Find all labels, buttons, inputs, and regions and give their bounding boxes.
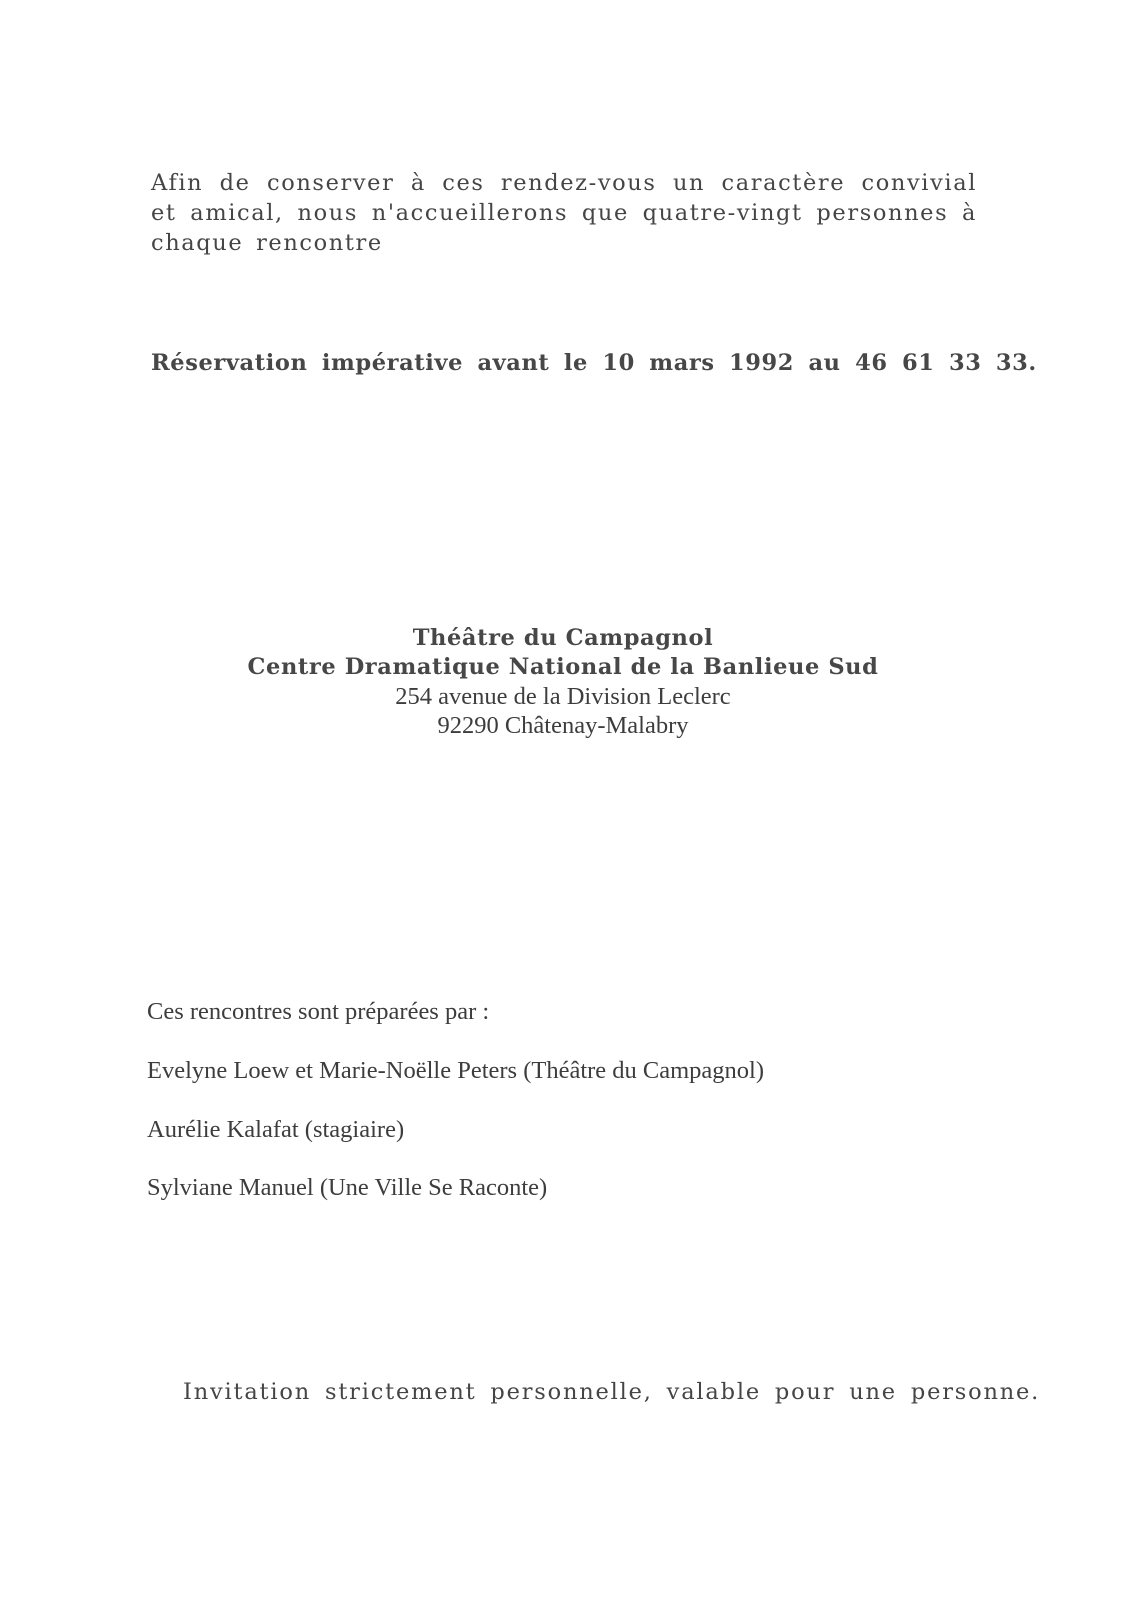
theatre-address-block: [0, 624, 1126, 740]
organizer-line: Evelyne Loew et Marie-Noëlle Peters (Théâtre du Campagnol): [147, 1057, 765, 1084]
organizer-line: Aurélie Kalafat (stagiaire): [147, 1116, 405, 1143]
theatre-subtitle: Centre Dramatique National de la Banlieue Sud: [247, 654, 879, 680]
theatre-street: 254 avenue de la Division Leclerc: [395, 683, 731, 710]
theatre-city: 92290 Châtenay-Malabry: [437, 712, 689, 739]
theatre-name: Théâtre du Campagnol: [412, 625, 714, 651]
invitation-note: Invitation strictement personnelle, valable pour une personne.: [183, 1379, 1041, 1405]
intro-paragraph: Afin de conserver à ces rendez-vous un caractère convivial et amical, nous n'accueillerons que quatre-vingt personnes à chaque rencontre: [151, 170, 977, 256]
organizer-line: Sylviane Manuel (Une Ville Se Raconte): [147, 1174, 548, 1201]
reservation-notice: Réservation impérative avant le 10 mars 1992 au 46 61 33 33.: [151, 350, 1037, 376]
prepared-by-intro: Ces rencontres sont préparées par :: [147, 998, 490, 1025]
